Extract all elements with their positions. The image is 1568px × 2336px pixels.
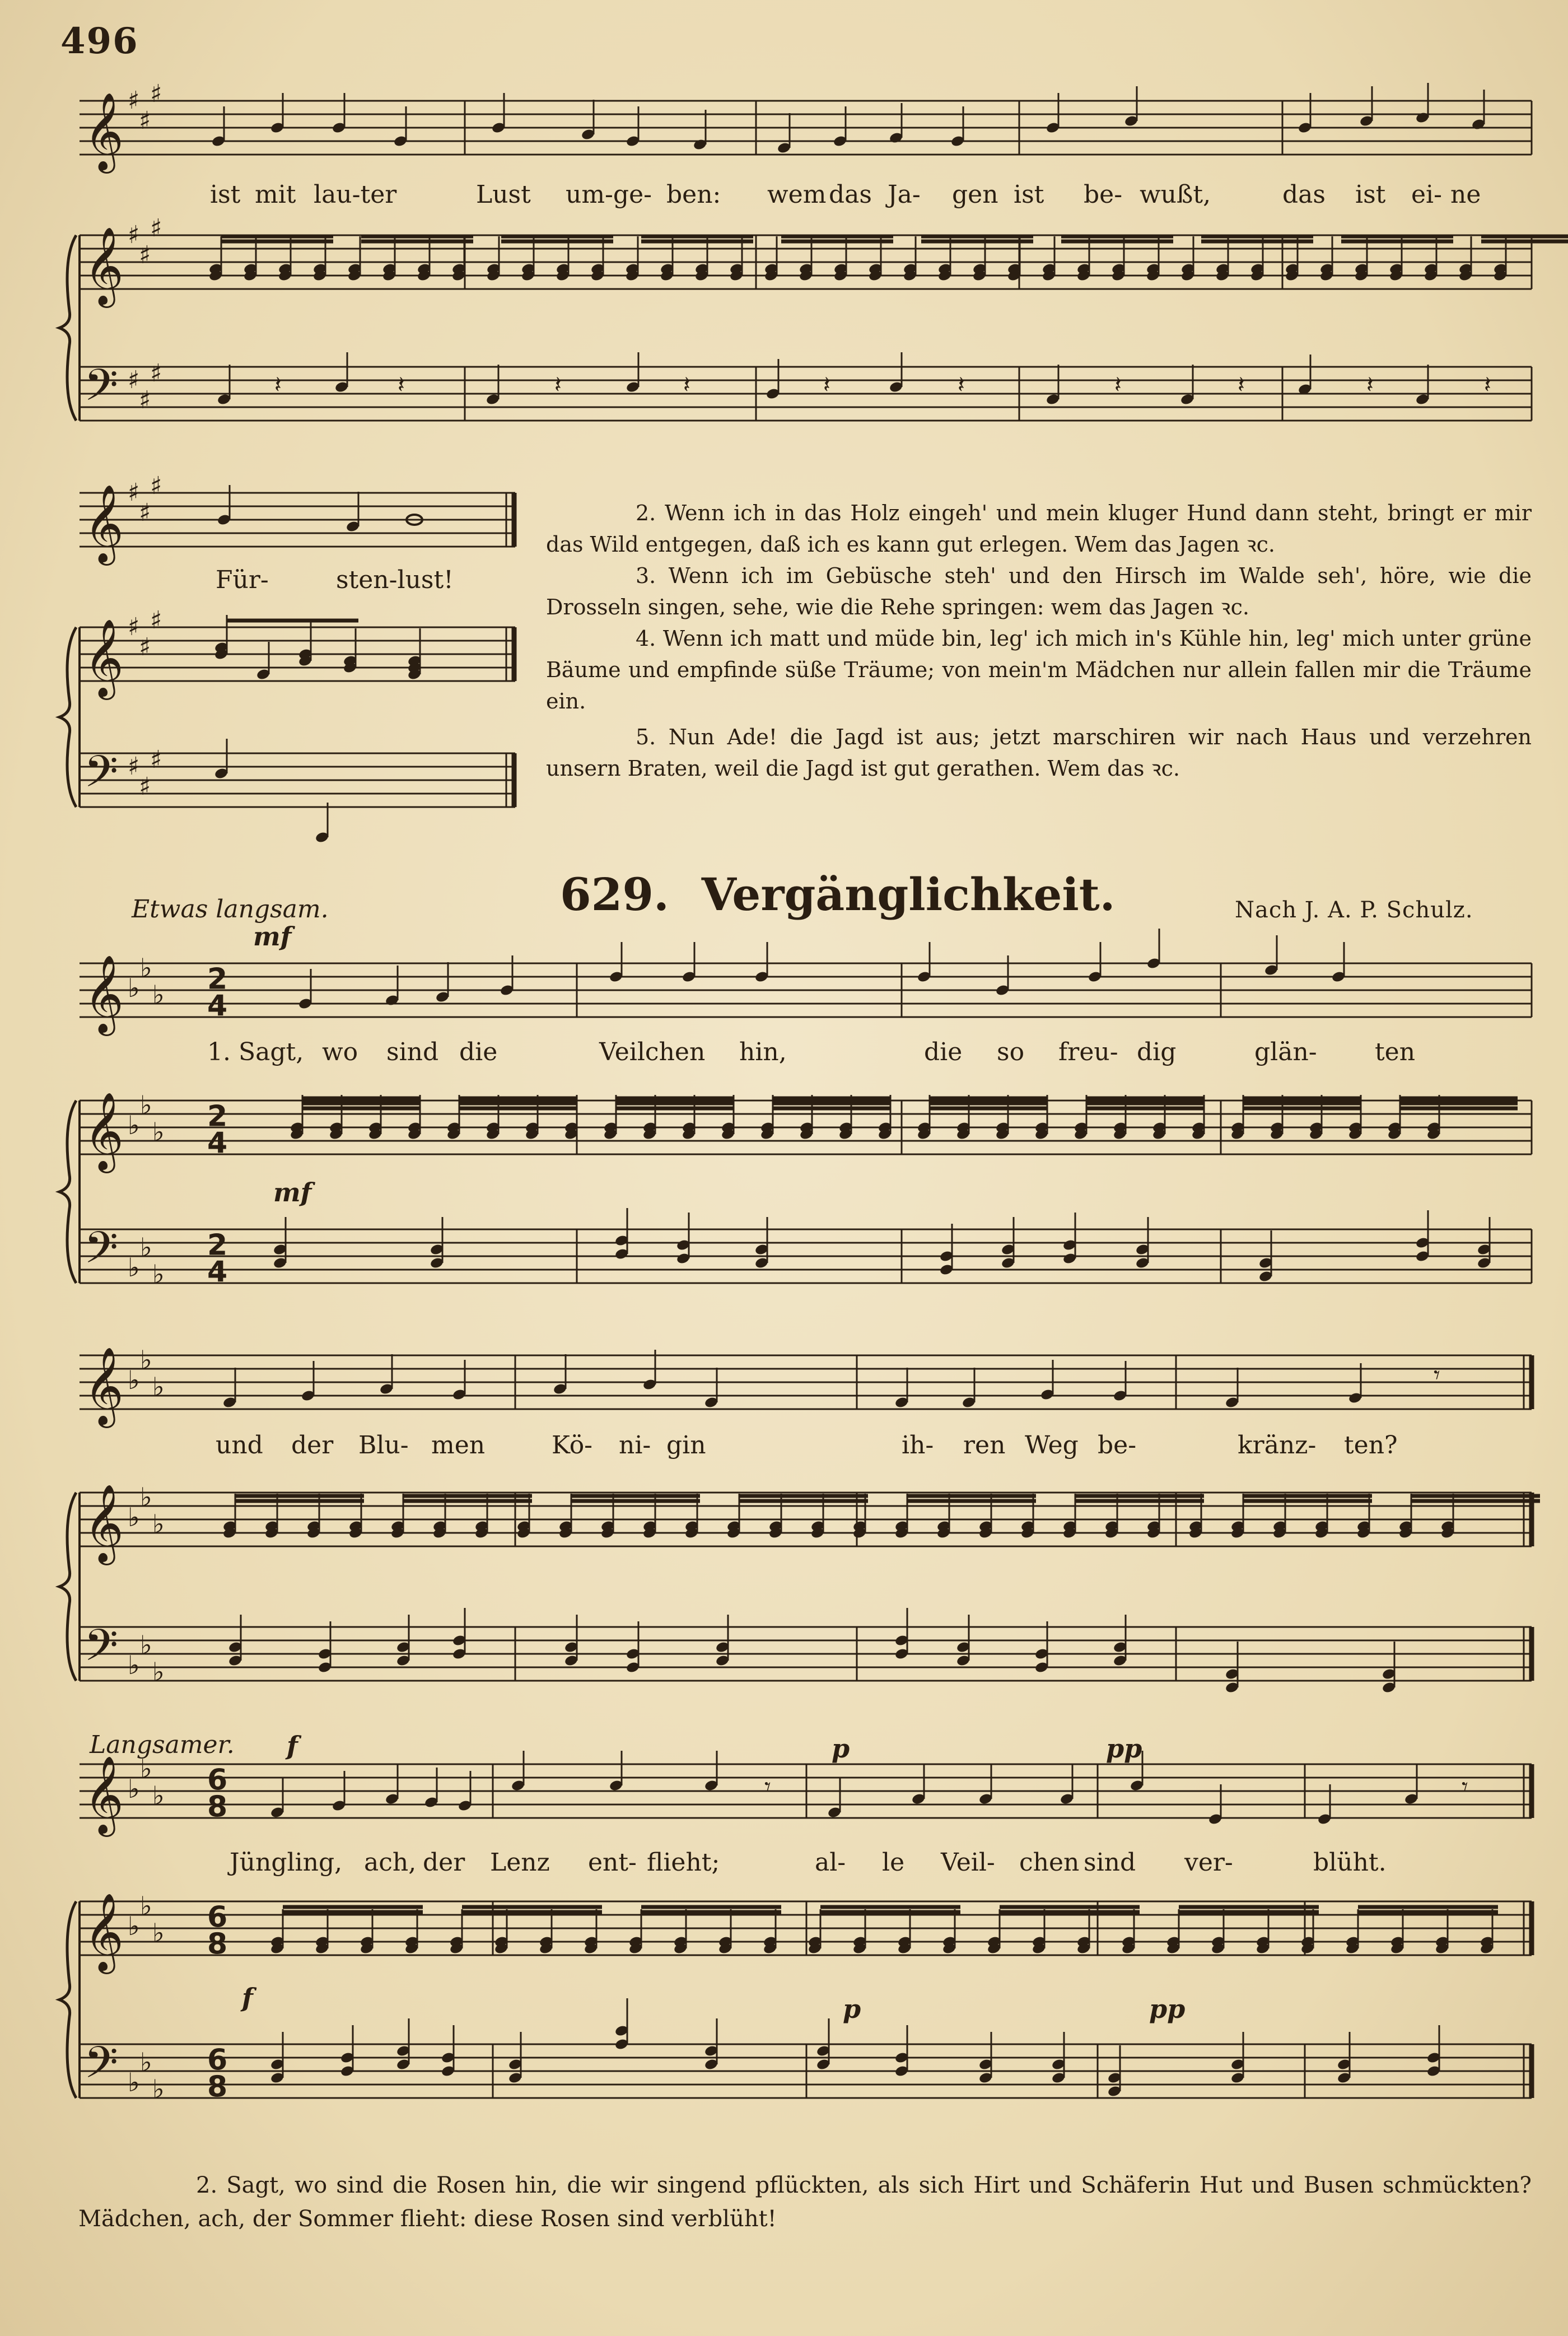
sharp-sign: ♯: [139, 772, 151, 801]
bass-clef: 𝄢: [84, 2037, 119, 2099]
dynamic-mf-voice: mf: [253, 921, 292, 952]
quarter-rest: 𝄽: [554, 371, 562, 398]
treble-clef: 𝄞: [84, 92, 124, 170]
lyric-syllable: der: [291, 1431, 334, 1460]
flat-sign: ♭: [128, 1365, 140, 1395]
lyric-syllable: so: [997, 1038, 1025, 1066]
quarter-rest: 𝄽: [1114, 371, 1122, 398]
flat-sign: ♭: [140, 1630, 152, 1660]
treble-clef: 𝄞: [84, 1347, 124, 1425]
lyric-syllable: ten: [1375, 1038, 1416, 1066]
flat-sign: ♭: [128, 2067, 140, 2097]
bass-clef: 𝄢: [84, 360, 119, 422]
flat-sign: ♭: [128, 1252, 140, 1283]
flat-sign: ♭: [128, 1911, 140, 1941]
sharp-sign: ♯: [139, 386, 151, 414]
lyric-syllable: chen: [1019, 1848, 1080, 1877]
dynamic-pp-voice: pp: [1106, 1733, 1142, 1764]
flat-sign: ♭: [152, 1259, 165, 1289]
flat-sign: ♭: [128, 1774, 140, 1804]
lyric-syllable: Lenz: [490, 1848, 550, 1877]
time-signature-bottom: 8: [207, 1790, 228, 1824]
dynamic-pp-piano: pp: [1149, 1994, 1186, 2024]
flat-sign: ♭: [128, 1502, 140, 1532]
sharp-sign: ♯: [128, 86, 140, 115]
quarter-rest: 𝄽: [274, 371, 282, 398]
lyric-syllable: Veil-: [941, 1848, 995, 1877]
time-signature-bottom: 8: [207, 1927, 228, 1961]
treble-clef: 𝄞: [84, 1484, 124, 1562]
lyric-syllable: freu-: [1058, 1038, 1118, 1066]
lyric-syllable: Blu-: [358, 1431, 409, 1460]
eighth-rest: 𝄾: [764, 1773, 771, 1801]
sharp-sign: ♯: [150, 745, 162, 774]
flat-sign: ♭: [140, 953, 152, 983]
lyric-syllable: ten?: [1344, 1431, 1398, 1460]
page-number: 496: [60, 20, 139, 62]
sharp-sign: ♯: [139, 241, 151, 269]
flat-sign: ♭: [152, 1780, 165, 1811]
lyric-syllable: blüht.: [1313, 1848, 1387, 1877]
flat-sign: ♭: [152, 1918, 165, 1948]
eighth-rest: 𝄾: [1434, 1361, 1440, 1390]
lyric-syllable: Lust: [476, 180, 531, 209]
lyric-syllable: um-ge-: [566, 180, 652, 209]
bass-clef: 𝄢: [84, 1620, 119, 1682]
lyric-syllable: dig: [1137, 1038, 1177, 1066]
quarter-rest: 𝄽: [823, 371, 830, 398]
footer-verse: 2. Sagt, wo sind die Rosen hin, die wir singend pflückten, als sich Hirt und Schäferin Hut und Busen schmückten? Mädchen, ach, der Sommer flieht: diese Rosen sind verblüht!: [78, 2172, 1532, 2232]
time-signature-bottom: 8: [207, 2070, 228, 2104]
brace: [59, 1493, 76, 1681]
sharp-sign: ♯: [150, 606, 162, 635]
eighth-rest: 𝄾: [1462, 1773, 1468, 1801]
lyric-syllable: ver-: [1184, 1848, 1233, 1877]
lyric-syllable: ren: [963, 1431, 1006, 1460]
brace: [59, 235, 76, 421]
quarter-rest: 𝄽: [1484, 371, 1491, 398]
lyric-syllable: ben:: [666, 180, 721, 209]
flat-sign: ♭: [152, 1657, 165, 1687]
flat-sign: ♭: [140, 1090, 152, 1120]
song-title: Vergänglichkeit.: [701, 868, 1116, 921]
quarter-rest: 𝄽: [958, 371, 965, 398]
lyric-syllable: Weg: [1025, 1431, 1079, 1460]
time-signature-top: 2: [207, 1099, 228, 1134]
lyric-syllable: hin,: [739, 1038, 787, 1066]
lyric-syllable: ist: [1355, 180, 1386, 209]
lyric-syllable: Ja-: [888, 180, 921, 209]
lyric-syllable: 1. Sagt,: [207, 1038, 304, 1066]
sharp-sign: ♯: [150, 472, 162, 500]
verse-2: 2. Wenn ich in das Holz eingeh' und mein kluger Hund dann steht, bringt er mir das Wild entgegen, daß ich es kann gut erlegen. Wem das Jagen ꝛc.: [546, 501, 1532, 557]
flat-sign: ♭: [152, 1509, 165, 1539]
sharp-sign: ♯: [150, 359, 162, 388]
lyric-syllable: be-: [1098, 1431, 1137, 1460]
flat-sign: ♭: [128, 1110, 140, 1140]
treble-clef: 𝄞: [84, 1756, 124, 1834]
treble-clef: 𝄞: [84, 955, 124, 1033]
lyric-syllable: der: [423, 1848, 465, 1877]
time-signature-top: 2: [207, 1228, 228, 1262]
lyric-syllable: das: [829, 180, 872, 209]
treble-clef: 𝄞: [84, 227, 124, 305]
sharp-sign: ♯: [150, 80, 162, 108]
lyric-syllable: ei-: [1411, 180, 1442, 209]
sharp-sign: ♯: [128, 613, 140, 641]
song-number: 629.: [560, 868, 669, 921]
verse-5: 5. Nun Ade! die Jagd ist aus; jetzt marschiren wir nach Haus und verzehren unsern Braten, weil die Jagd ist gut gerathen. Wem das ꝛc.: [546, 725, 1532, 781]
lyric-syllable: gen: [952, 180, 998, 209]
dynamic-f-piano: f: [242, 1983, 253, 2013]
lyric-syllable: wußt,: [1140, 180, 1211, 209]
lyric-syllable: ni-: [619, 1431, 651, 1460]
sharp-sign: ♯: [128, 752, 140, 781]
lyric-syllable: ent-: [588, 1848, 637, 1877]
time-signature-top: 6: [207, 1763, 228, 1797]
lyric-syllable: Veilchen: [599, 1038, 706, 1066]
sharp-sign: ♯: [128, 478, 140, 507]
lyric-syllable: kränz-: [1238, 1431, 1317, 1460]
tempo-marking: Etwas langsam.: [132, 895, 329, 924]
sharp-sign: ♯: [139, 106, 151, 135]
lyric-syllable: das: [1282, 180, 1326, 209]
dynamic-p-voice: p: [832, 1733, 850, 1764]
quarter-rest: 𝄽: [398, 371, 405, 398]
lyric-syllable: mit: [255, 180, 296, 209]
sharp-sign: ♯: [139, 498, 151, 527]
flat-sign: ♭: [140, 1232, 152, 1262]
lyric-syllable: Kö-: [552, 1431, 593, 1460]
lyric-syllable: Für-: [216, 566, 269, 594]
brace: [59, 1901, 76, 2098]
lyric-syllable: ist: [210, 180, 241, 209]
time-signature-top: 2: [207, 962, 228, 996]
flat-sign: ♭: [140, 1482, 152, 1512]
quarter-rest: 𝄽: [1366, 371, 1374, 398]
tempo-langsamer: Langsamer.: [90, 1731, 235, 1759]
quarter-rest: 𝄽: [1238, 371, 1245, 398]
flat-sign: ♭: [152, 980, 165, 1010]
quarter-rest: 𝄽: [683, 371, 690, 398]
lyric-syllable: sind: [1084, 1848, 1136, 1877]
verse-3: 3. Wenn ich im Gebüsche steh' und den Hirsch im Walde seh', höre, wie die Drosseln singen, sehe, wie die Rehe springen: wem das Jagen ꝛc.: [546, 563, 1532, 619]
bass-clef: 𝄢: [84, 1223, 119, 1284]
lyric-syllable: wo: [322, 1038, 358, 1066]
flat-sign: ♭: [152, 1117, 165, 1147]
lyric-syllable: le: [882, 1848, 905, 1877]
song-title-block: [560, 868, 1116, 921]
lyric-syllable: ist: [1014, 180, 1044, 209]
lyric-syllable: sind: [386, 1038, 439, 1066]
composer-credit: Nach J. A. P. Schulz.: [1235, 897, 1473, 923]
dynamic-p-piano: p: [843, 1994, 861, 2024]
lyric-syllable: ach,: [364, 1848, 417, 1877]
verse-4: 4. Wenn ich matt und müde bin, leg' ich mich in's Kühle hin, leg' mich unter grüne Bäume und empfinde süße Träume; von mein'm Mädchen nur allein fallen mir die Träume ein.: [546, 626, 1532, 714]
treble-clef: 𝄞: [84, 1893, 124, 1971]
flat-sign: ♭: [152, 2074, 165, 2104]
lyric-syllable: lau-ter: [314, 180, 397, 209]
time-signature-bottom: 4: [207, 989, 228, 1023]
sharp-sign: ♯: [150, 214, 162, 243]
sharp-sign: ♯: [128, 221, 140, 249]
lyric-syllable: wem: [767, 180, 827, 209]
flat-sign: ♭: [140, 2047, 152, 2077]
time-signature-top: 6: [207, 2043, 228, 2077]
lyric-syllable: sten-lust!: [336, 566, 454, 594]
lyric-syllable: glän-: [1254, 1038, 1317, 1066]
treble-clef: 𝄞: [84, 619, 124, 697]
song1-verses: [546, 497, 1532, 784]
lyric-syllable: gin: [666, 1431, 706, 1460]
lyric-syllable: die: [924, 1038, 963, 1066]
brace: [59, 627, 76, 807]
lyric-syllable: und: [216, 1431, 263, 1460]
treble-clef: 𝄞: [84, 1092, 124, 1170]
time-signature-bottom: 4: [207, 1255, 228, 1289]
lyric-syllable: die: [459, 1038, 498, 1066]
time-signature-bottom: 4: [207, 1126, 228, 1160]
lyric-syllable: be-: [1084, 180, 1123, 209]
flat-sign: ♭: [152, 1372, 165, 1402]
flat-sign: ♭: [128, 973, 140, 1003]
sharp-sign: ♯: [128, 366, 140, 394]
lyric-syllable: ih-: [902, 1431, 934, 1460]
flat-sign: ♭: [128, 1650, 140, 1680]
brace: [59, 1101, 76, 1283]
dynamic-f-voice: f: [287, 1731, 298, 1761]
flat-sign: ♭: [140, 1754, 152, 1784]
treble-clef: 𝄞: [84, 484, 124, 562]
lyric-syllable: Jüngling,: [230, 1848, 343, 1877]
lyric-syllable: al-: [815, 1848, 846, 1877]
flat-sign: ♭: [140, 1345, 152, 1375]
time-signature-top: 6: [207, 1900, 228, 1934]
lyric-syllable: ne: [1450, 180, 1481, 209]
lyric-syllable: men: [431, 1431, 486, 1460]
dynamic-mf-piano: mf: [273, 1177, 312, 1207]
bass-clef: 𝄢: [84, 747, 119, 808]
sharp-sign: ♯: [139, 633, 151, 661]
flat-sign: ♭: [140, 1891, 152, 1921]
lyric-syllable: flieht;: [647, 1848, 720, 1877]
